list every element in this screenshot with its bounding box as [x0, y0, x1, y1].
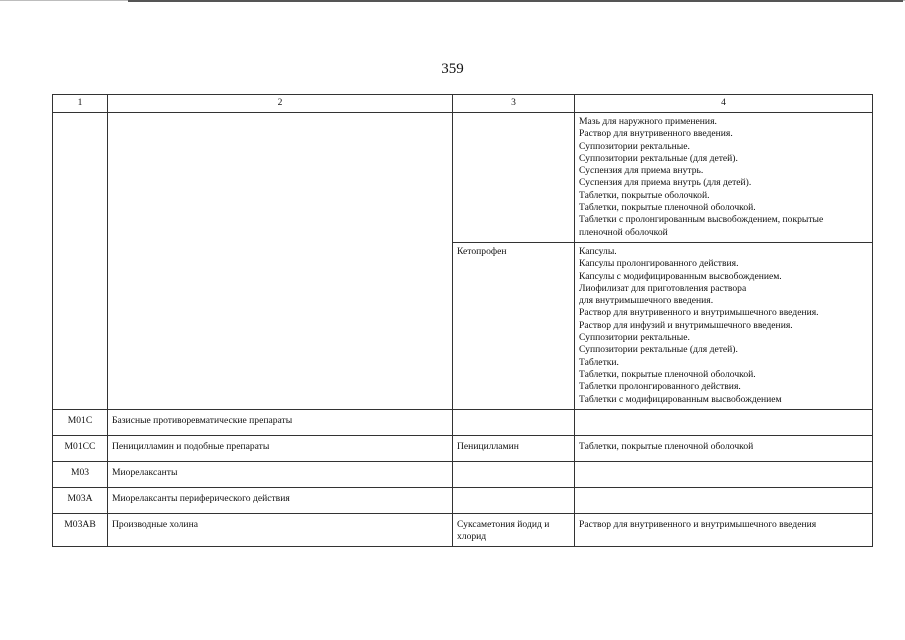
dosage-form: Суппозитории ректальные.: [579, 332, 690, 344]
atc-code-cell: М01СС: [53, 435, 108, 461]
dosage-form: Лиофилизат для приготовления раствора: [579, 282, 747, 294]
group-name-cell: [108, 113, 453, 410]
group-name-cell: Миорелаксанты периферического действия: [108, 487, 453, 513]
atc-code-cell: М03: [53, 461, 108, 487]
dosage-forms-cell: Раствор для внутривенного и внутримышечного введения: [575, 513, 873, 547]
atc-code-cell: [53, 113, 108, 410]
dosage-form: Суспензия для приема внутрь.: [579, 165, 704, 177]
substance-cell: [453, 461, 575, 487]
group-name-cell: Производные холина: [108, 513, 453, 547]
group-name-cell: Базисные противоревматические препараты: [108, 409, 453, 435]
dosage-form: Капсулы пролонгированного действия.: [579, 258, 739, 270]
dosage-forms-cell: [575, 409, 873, 435]
table-row: [53, 461, 873, 487]
substance-cell: Пеницилламин: [453, 435, 575, 461]
atc-code-cell: М03А: [53, 487, 108, 513]
dosage-form: Суспензия для приема внутрь (для детей).: [579, 177, 752, 189]
group-name-cell: Миорелаксанты: [108, 461, 453, 487]
page-top-rule: [128, 0, 903, 2]
dosage-form: Суппозитории ректальные (для детей).: [579, 344, 738, 356]
table-header-row: [53, 95, 873, 113]
dosage-form: Капсулы.: [579, 245, 617, 257]
column-header: 3: [453, 95, 575, 113]
dosage-form: Раствор для внутривенного и внутримышечного введения.: [579, 307, 819, 319]
table-row: [53, 113, 873, 243]
substance-cell: [453, 113, 575, 243]
dosage-forms-cell: Таблетки, покрытые пленочной оболочкой: [575, 435, 873, 461]
substance-cell: Суксаметония йодид и хлорид: [453, 513, 575, 547]
dosage-form: Раствор для инфузий и внутримышечного введения.: [579, 319, 793, 331]
dosage-forms-cell: [575, 487, 873, 513]
group-name-cell: Пеницилламин и подобные препараты: [108, 435, 453, 461]
dosage-form: Таблетки.: [579, 356, 619, 368]
dosage-form: Таблетки, покрытые пленочной оболочкой.: [579, 368, 756, 380]
dosage-form: Таблетки пролонгированного действия.: [579, 381, 741, 393]
dosage-forms-cell: [575, 461, 873, 487]
table-row: [53, 487, 873, 513]
dosage-form: Суппозитории ректальные (для детей).: [579, 152, 738, 164]
substance-cell: Кетопрофен: [453, 242, 575, 409]
table-row: [53, 435, 873, 461]
dosage-form: Таблетки с пролонгированным высвобождением, покрытые: [579, 214, 824, 226]
column-header: 1: [53, 95, 108, 113]
dosage-form: Таблетки с модифицированным высвобождением: [579, 393, 782, 405]
atc-code-cell: М01С: [53, 409, 108, 435]
page-number: 359: [441, 61, 464, 77]
column-header: 4: [575, 95, 873, 113]
substance-cell: [453, 487, 575, 513]
dosage-form: Мазь для наружного применения.: [579, 116, 717, 127]
column-header: 2: [108, 95, 453, 113]
dosage-form: для внутримышечного введения.: [579, 295, 714, 307]
dosage-form: Таблетки, покрытые оболочкой.: [579, 189, 710, 201]
drug-table: [52, 94, 873, 547]
dosage-form: Суппозитории ректальные.: [579, 140, 690, 152]
table-row: [53, 513, 873, 547]
dosage-forms-cell: [575, 113, 873, 243]
dosage-form: Капсулы с модифицированным высвобождением.: [579, 270, 782, 282]
dosage-form: Таблетки, покрытые пленочной оболочкой.: [579, 202, 756, 214]
dosage-form: Раствор для внутривенного введения.: [579, 128, 733, 140]
atc-code-cell: М03АВ: [53, 513, 108, 547]
dosage-form: пленочной оболочкой: [579, 226, 668, 238]
dosage-forms-cell: [575, 242, 873, 409]
table-row: [53, 409, 873, 435]
substance-cell: [453, 409, 575, 435]
